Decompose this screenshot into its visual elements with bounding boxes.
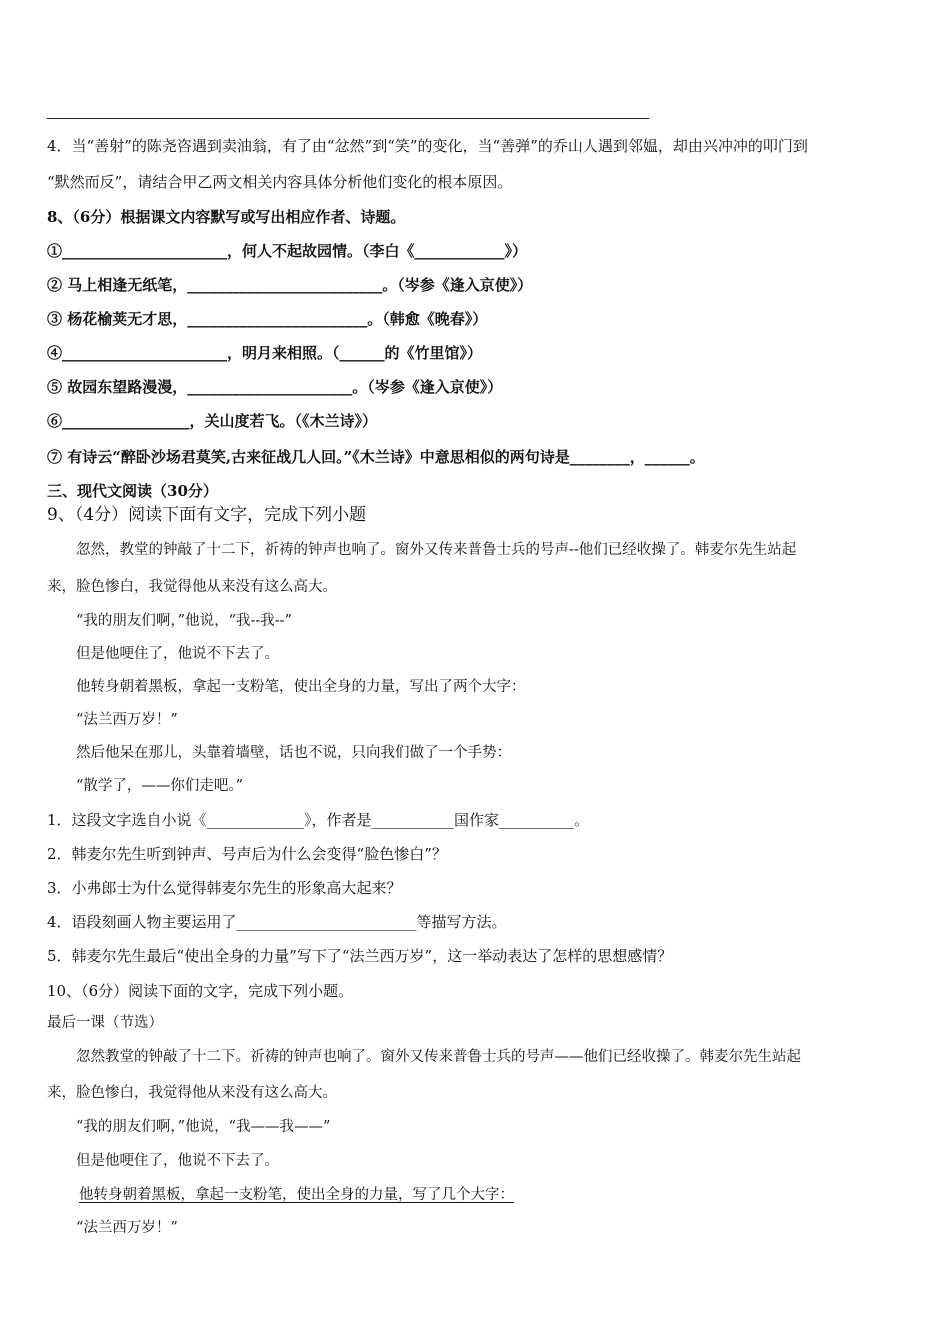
q10-para-1b: 来，脸色惨白，我觉得他从来没有这么高大。 <box>47 1085 337 1101</box>
q8-line-1: ①______________________，何人不起故园情。（李白《____________》） <box>47 242 528 260</box>
q10-passage-title: 最后一课（节选） <box>47 1015 163 1031</box>
section-3-heading: 三、现代文阅读（30分） <box>47 482 218 500</box>
q9-para-7: “散学了，——你们走吧。” <box>47 778 244 794</box>
q10-heading: 10、（6分）阅读下面的文字，完成下列小题。 <box>47 982 354 1000</box>
q10-para-4-underlined: 他转身朝着黑板，拿起一支粉笔，使出全身的力量，写了几个大字： <box>79 1187 514 1203</box>
q9-para-1b: 来，脸色惨白，我觉得他从来没有这么高大。 <box>47 579 337 595</box>
q8-heading: 8、（6分）根据课文内容默写或写出相应作者、诗题。 <box>47 208 406 226</box>
q8-line-5: ⑤ 故园东望路漫漫，______________________。（岑参《逢入京使》） <box>47 378 503 396</box>
q10-para-1a: 忽然教堂的钟敲了十二下。祈祷的钟声也响了。窗外又传来普鲁士兵的号声——他们已经收操了。韩麦尔先生站起 <box>47 1049 801 1065</box>
q9-sub-1: 1．这段文字选自小说《_____________》，作者是___________国作家__________。 <box>47 811 590 829</box>
q9-para-3: 但是他哽住了，他说不下去了。 <box>47 646 279 662</box>
q9-sub-3: 3．小弗郎士为什么觉得韩麦尔先生的形象高大起来？ <box>47 879 402 897</box>
q10-para-2: “我的朋友们啊，”他说，“我——我——” <box>47 1119 331 1135</box>
q8-line-4: ④______________________，明月来相照。（______的《竹里馆》） <box>47 344 483 362</box>
q9-para-4: 他转身朝着黑板，拿起一支粉笔，使出全身的力量，写出了两个大字： <box>47 679 526 695</box>
q9-heading: 9、（4分）阅读下面有文字，完成下列小题 <box>47 505 367 525</box>
q9-para-1a: 忽然，教堂的钟敲了十二下，祈祷的钟声也响了。窗外又传来普鲁士兵的号声--他们已经收操了。韩麦尔先生站起 <box>47 542 797 558</box>
q10-para-5: “法兰西万岁！” <box>47 1220 178 1236</box>
q8-line-3: ③ 杨花榆荚无才思，________________________。（韩愈《晚春》） <box>47 310 488 328</box>
answer-rule <box>47 118 649 119</box>
q8-line-6: ⑥_________________，关山度若飞。（《木兰诗》） <box>47 412 378 430</box>
q8-line-7: ⑦ 有诗云“醉卧沙场君莫笑,古来征战几人回。”《木兰诗》中意思相似的两句诗是________，______。 <box>47 448 705 466</box>
q9-sub-4: 4．语段刻画人物主要运用了________________________等描写方法。 <box>47 913 507 931</box>
q9-sub-2: 2．韩麦尔先生听到钟声、号声后为什么会变得“脸色惨白”？ <box>47 845 447 863</box>
q7-item4-cont: “默然而反”，请结合甲乙两文相关内容具体分析他们变化的根本原因。 <box>47 173 513 191</box>
q9-para-2: “我的朋友们啊，”他说，“我--我--” <box>47 613 292 629</box>
q7-item4: 4．当“善射”的陈尧咨遇到卖油翁，有了由“忿然”到“笑”的变化，当“善弹”的乔山人遇到邻媪，却由兴冲冲的叩门到 <box>47 137 808 155</box>
q9-para-6: 然后他呆在那儿，头靠着墙壁，话也不说，只向我们做了一个手势： <box>47 745 511 761</box>
q9-sub-5: 5．韩麦尔先生最后“使出全身的力量”写下了“法兰西万岁”，这一举动表达了怎样的思想感情？ <box>47 947 673 965</box>
q9-para-5: “法兰西万岁！” <box>47 712 178 728</box>
q10-para-3: 但是他哽住了，他说不下去了。 <box>47 1153 279 1169</box>
q8-line-2: ② 马上相逢无纸笔，__________________________。（岑参《逢入京使》） <box>47 276 533 294</box>
